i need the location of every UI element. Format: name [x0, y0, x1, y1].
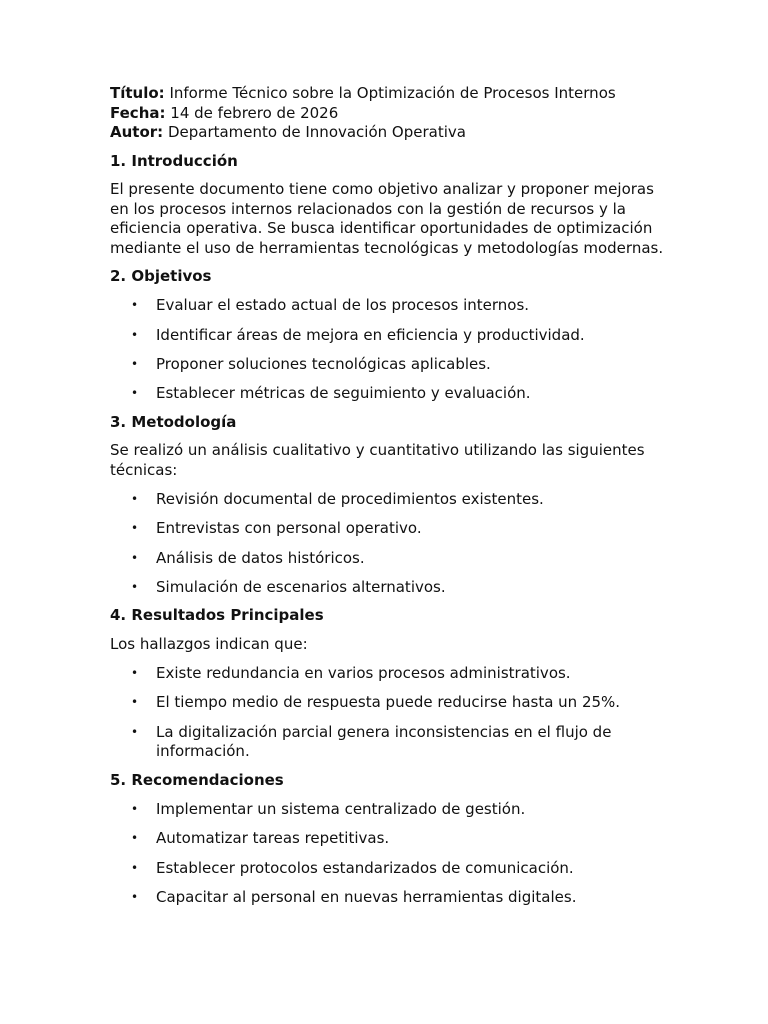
list-item [110, 888, 670, 908]
list-item [110, 549, 670, 569]
bullet-icon: • [131, 695, 139, 710]
section-methodology [110, 413, 670, 598]
list-item-text: Análisis de datos históricos. [156, 548, 365, 567]
section-paragraph: Se realizó un análisis cualitativo y cuantitativo utilizando las siguientes técnicas: [110, 441, 645, 479]
list-item-text: El tiempo medio de respuesta puede reducirse hasta un 25%. [156, 693, 621, 712]
bullet-icon: • [131, 550, 139, 565]
list-item-text: Establecer métricas de seguimiento y evaluación. [156, 384, 531, 403]
list-item [110, 578, 670, 598]
list-item-text: Existe redundancia en varios procesos administrativos. [156, 664, 571, 683]
list-item-text: Revisión documental de procedimientos existentes. [156, 489, 544, 508]
section-heading: 1. Introducción [110, 151, 238, 170]
bullet-icon: • [131, 327, 139, 342]
list-item [110, 490, 670, 510]
bullet-list [110, 800, 670, 907]
bullet-icon: • [131, 521, 139, 536]
bullet-list [110, 490, 670, 597]
list-item-text: Entrevistas con personal operativo. [156, 519, 422, 538]
list-item [110, 296, 670, 316]
date-label: Fecha: [110, 103, 166, 122]
bullet-icon: • [131, 386, 139, 401]
list-item [110, 326, 670, 346]
list-item [110, 859, 670, 879]
section-objectives [110, 267, 670, 404]
list-item-text: Implementar un sistema centralizado de gestión. [156, 800, 526, 819]
section-recommendations [110, 771, 670, 908]
bullet-icon: • [131, 356, 139, 371]
document-page [110, 84, 670, 907]
title-line [110, 84, 670, 104]
list-item-text: La digitalización parcial genera inconsistencias en el flujo de información. [156, 722, 612, 761]
section-heading: 4. Resultados Principales [110, 606, 324, 625]
bullet-icon: • [131, 666, 139, 681]
author-value: Departamento de Innovación Operativa [167, 123, 466, 141]
bullet-icon: • [131, 491, 139, 506]
list-item [110, 800, 670, 820]
list-item-text: Evaluar el estado actual de los procesos internos. [156, 296, 530, 315]
bullet-icon: • [131, 724, 139, 739]
list-item-text: Establecer protocolos estandarizados de comunicación. [156, 858, 574, 877]
section-heading: 2. Objetivos [110, 267, 212, 285]
list-item-text: Identificar áreas de mejora en eficiencia y productividad. [156, 325, 585, 344]
list-item [110, 384, 670, 404]
date-value: 14 de febrero de 2026 [170, 103, 339, 122]
list-item [110, 723, 670, 762]
section-results [110, 606, 670, 761]
author-label: Autor: [110, 123, 164, 141]
bullet-icon: • [131, 889, 139, 904]
bullet-icon: • [131, 860, 139, 875]
date-line [110, 104, 670, 124]
section-heading: 5. Recomendaciones [110, 770, 284, 789]
bullet-icon: • [131, 831, 139, 846]
bullet-icon: • [131, 298, 139, 313]
list-item [110, 693, 670, 713]
title-label: Título: [110, 84, 165, 102]
section-heading: 3. Metodología [110, 412, 237, 431]
list-item [110, 664, 670, 684]
section-introduction [110, 152, 670, 259]
list-item-text: Simulación de escenarios alternativos. [156, 577, 446, 596]
title-value: Informe Técnico sobre la Optimización de Procesos Internos [169, 84, 616, 102]
document-metadata [110, 84, 670, 143]
list-item [110, 829, 670, 849]
list-item-text: Proponer soluciones tecnológicas aplicables. [156, 354, 491, 373]
list-item [110, 355, 670, 375]
list-item [110, 519, 670, 539]
list-item-text: Automatizar tareas repetitivas. [156, 829, 390, 848]
bullet-icon: • [131, 802, 139, 817]
bullet-icon: • [131, 579, 139, 594]
author-line [110, 123, 670, 143]
list-item-text: Capacitar al personal en nuevas herramientas digitales. [156, 887, 577, 906]
bullet-list [110, 296, 670, 403]
section-paragraph: Los hallazgos indican que: [110, 634, 308, 653]
section-paragraph: El presente documento tiene como objetivo analizar y proponer mejoras en los procesos internos relacionados con la gestión de recursos y la eficiencia operativa. Se busca identificar oportunidades de optimización mediante el uso de herramientas tecnológicas y metodologías modernas. [110, 180, 664, 257]
bullet-list [110, 664, 670, 762]
